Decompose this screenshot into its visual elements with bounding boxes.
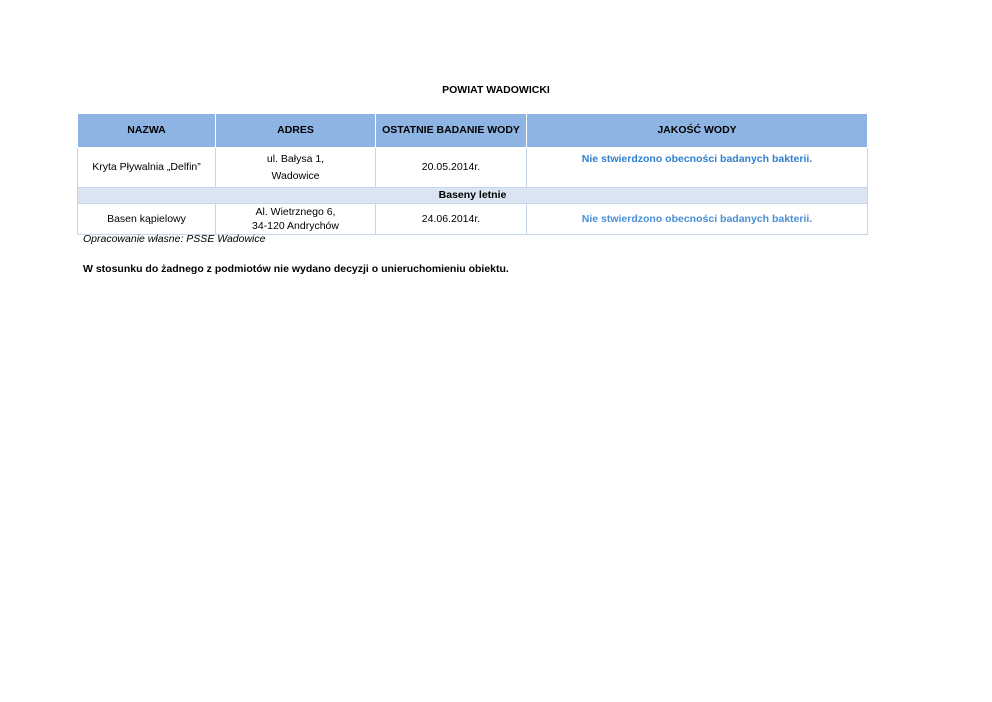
group-row: [78, 188, 868, 204]
address-line: 34-120 Andrychów: [252, 220, 339, 232]
column-header-last-test: OSTATNIE BADANIE WODY: [376, 114, 527, 148]
cell-quality: Nie stwierdzono obecności badanych bakterii.: [527, 204, 868, 235]
table-row: [78, 148, 868, 188]
cell-name: Basen kąpielowy: [78, 204, 216, 235]
table-header-row: [78, 114, 868, 148]
column-header-water-quality: JAKOŚĆ WODY: [527, 114, 868, 148]
cell-address: [216, 204, 376, 235]
column-header-address: ADRES: [216, 114, 376, 148]
cell-date: 24.06.2014r.: [376, 204, 527, 235]
cell-date: 20.05.2014r.: [376, 148, 527, 188]
address-line: ul. Bałysa 1,: [266, 152, 325, 165]
address-line: Wadowice: [271, 169, 320, 182]
group-label: Baseny letnie: [78, 188, 868, 204]
source-note: Opracowanie własne: PSSE Wadowice: [83, 233, 266, 245]
address-line: Al. Wietrznego 6,: [255, 206, 336, 218]
statement: W stosunku do żadnego z podmiotów nie wydano decyzji o unieruchomieniu obiektu.: [83, 263, 509, 275]
table-row: [78, 204, 868, 235]
cell-name: Kryta Pływalnia „Delfin”: [78, 148, 216, 188]
page-title: POWIAT WADOWICKI: [442, 84, 550, 96]
water-quality-table: [77, 113, 868, 235]
cell-address: [216, 148, 376, 188]
cell-quality: Nie stwierdzono obecności badanych bakterii.: [527, 148, 868, 188]
column-header-name: NAZWA: [78, 114, 216, 148]
